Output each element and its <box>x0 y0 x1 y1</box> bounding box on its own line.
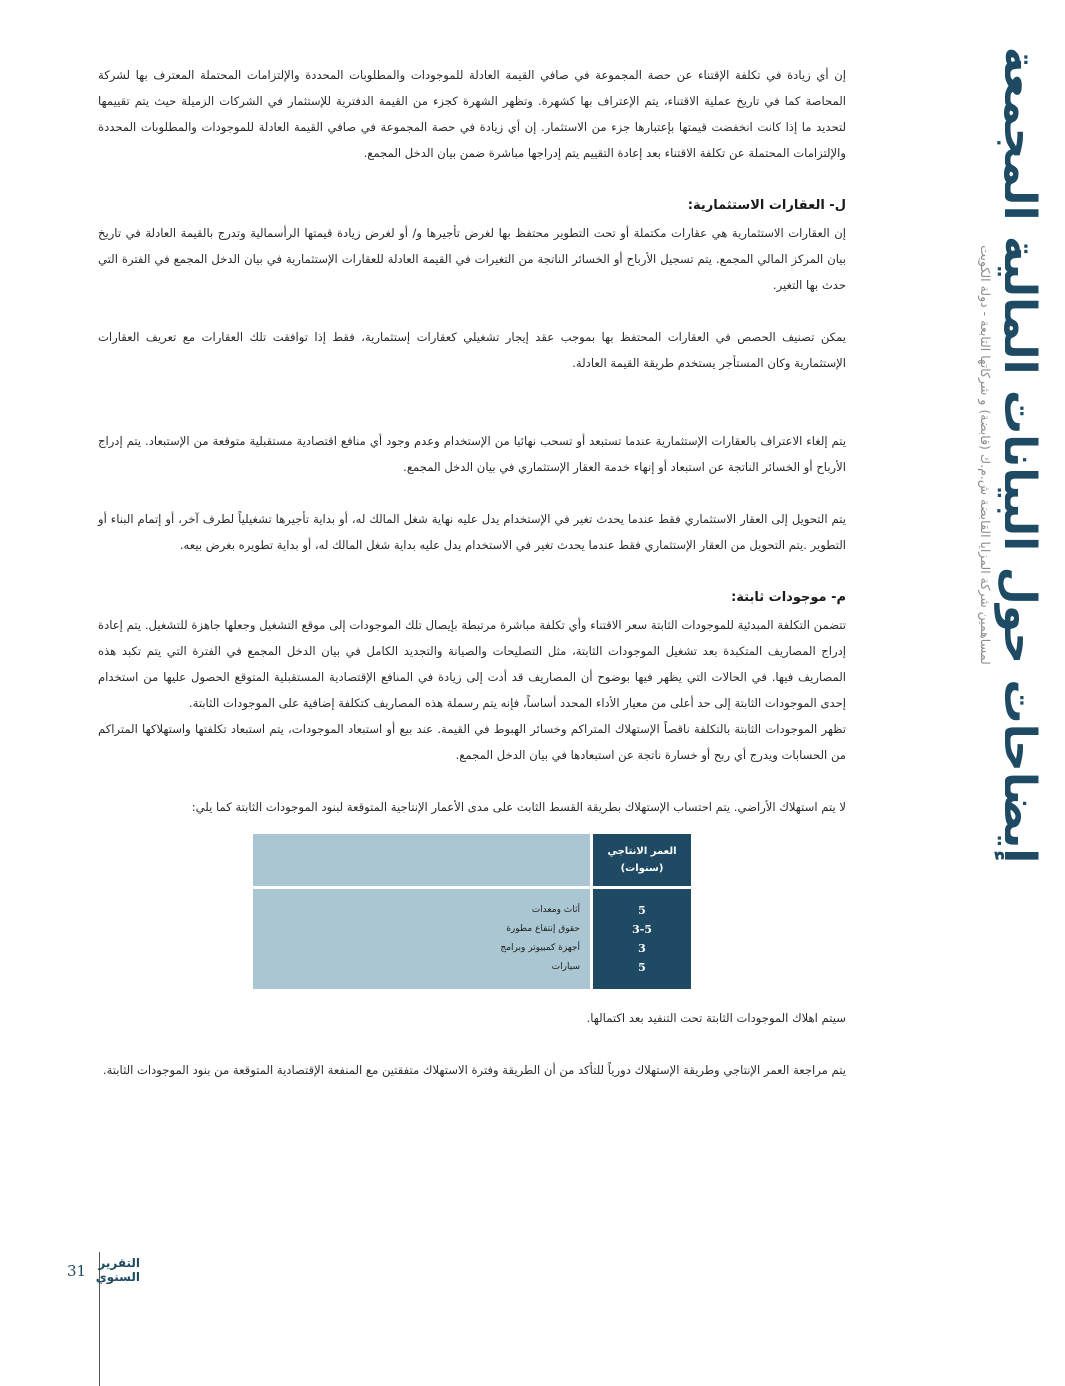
annual-report-logo: التقرير السنوي <box>95 1256 140 1284</box>
side-subtitle: لمساهمين شركة المزايا القابضة ش.م.ك (قابضة) و شركاتها التابعة - دولة الكويت <box>978 245 993 665</box>
table-years-column <box>593 889 691 989</box>
paragraph-fixed-assets-depreciation: تظهر الموجودات الثابتة بالتكلفة ناقصاً الإستهلاك المتراكم وخسائر الهبوط في القيمة. عند بيع أو استبعاد الموجودات، يتم استبعاد تكلفتها واستهلاكها المتراكم من الحسابات ويدرج أي ربح أو خسارة ناتجة عن استبعادها في بيان الدخل المجمع. <box>98 722 846 762</box>
table-cell-years: 3 <box>638 942 646 955</box>
table-cell-item: حقوق إنتفاع مطورة <box>506 924 580 934</box>
useful-life-table-wrapper <box>98 834 846 989</box>
paragraph-operating-lease: يمكن تصنيف الحصص في العقارات المحتفظ بها بموجب عقد إيجار تشغيلي كعقارات إستثمارية، فقط إذا توافقت تلك العقارات مع تعريف العقارات الإستثمارية وكان المستأجر يستخدم طريقة القيمة العادلة. <box>98 330 846 370</box>
table-items-column <box>253 889 593 989</box>
paragraph-fixed-assets-cost: تتضمن التكلفة المبدئية للموجودات الثابتة سعر الاقتناء وأي تكلفة مباشرة مرتبطة بإيصال تلك الموجودات إلى موقع التشغيل وجعلها جاهزة للتشغيل. يتم إعادة إدراج المصاريف المتكبدة بعد تشغيل الموجودات الثابتة، مثل التصليحات والصيانة والتجديد الكامل في بيان الدخل المجمع في الفترة التي يتم تكبد هذه المصاريف فيها. في الحالات التي يظهر فيها بوضوح أن المصاريف قد أدت إلى زيادة في المنافع الإقتصادية المستقبلية المتوقع الحصول عليها من استخدام إحدى الموجودات الثابتة إلى حد أعلى من معيار الأداء المحدد أساساً، فإنه يتم رسملة هذه المصاريف كتكلفة إضافية على الموجودات الثابتة. <box>98 618 846 710</box>
table-cell-item: أجهزة كمبيوتر وبرامج <box>500 943 580 953</box>
side-title-rotated <box>976 47 1044 864</box>
side-title-block <box>955 46 1065 864</box>
paragraph-derecognition: يتم إلغاء الاعتراف بالعقارات الإستثمارية عندما تستبعد أو تسحب نهائيا من الإستخدام وعدم وجود أي منافع اقتصادية مستقبلية متوقعة من الإستبعاد. يتم إدراج الأرباح أو الخسائر الناتجة عن استبعاد أو إنهاء خدمة العقار الإستثماري في بيان الدخل المجمع. <box>98 434 846 474</box>
table-header-useful-life: العمر الانتاجي (سنوات) <box>593 834 691 889</box>
paragraph-land: لا يتم استهلاك الأراضي. يتم احتساب الإستهلاك بطريقة القسط الثابت على مدى الأعمار الإنتاجية المتوقعة لبنود الموجودات الثابتة كما يلي: <box>191 800 846 814</box>
table-cell-item: أثاث ومعدات <box>531 905 580 915</box>
table-cell-years: 5 <box>638 961 646 974</box>
section-heading-investment-property: ل- العقارات الاستثمارية: <box>687 198 846 213</box>
main-content <box>98 62 846 1109</box>
paragraph-work-in-progress: سيتم اهلاك الموجودات الثابتة تحت التنفيد بعد اكتمالها. <box>586 1011 846 1025</box>
table-cell-years: 3-5 <box>632 923 652 936</box>
page-number: 31 <box>67 1262 87 1280</box>
table-cell-item: سيارات <box>551 962 580 972</box>
paragraph-investment-property: إن العقارات الاستثمارية هي عقارات مكتملة أو تحت التطوير محتفظ بها لغرض تأجيرها و/ أو لغرض زيادة قيمتها الرأسمالية وتدرج بالقيمة العادلة في تاريخ بيان المركز المالي المجمع. يتم تسجيل الأرباح أو الخسائر الناتجة من التغيرات في القيمة العادلة للعقارات الإستثمارية في بيان الدخل المجمع في الفترة التي حدث بها التغير. <box>98 226 846 292</box>
paragraph-useful-life-review: يتم مراجعة العمر الإنتاجي وطريقة الإستهلاك دورياً للتأكد من أن الطريقة وفترة الاستهلاك متفقتين مع المنفعة الإقتصادية المتوقعة من بنود الموجودات الثابتة. <box>102 1063 846 1077</box>
paragraph-goodwill: إن أي زيادة في تكلفة الإقتناء عن حصة المجموعة في صافي القيمة العادلة للموجودات والمطلوبات المحددة والإلتزامات المحتملة المعترف بها لشركة المحاصة كما في تاريخ عملية الاقتناء، يتم الإعتراف بها كشهرة. وتظهر الشهرة كجزء من القيمة الدفترية للإستثمار في الشركات الزميلة حيث يتم تقييمها لتحديد ما إذا كانت انخفضت قيمتها بإعتبارها جزء من الاستثمار. إن أي زيادة في حصة المجموعة في صافي القيمة العادلة للموجودات والمطلوبات المحددة والإلتزامات المحتملة عن تكلفة الاقتناء بعد إعادة التقييم يتم إدراجها مباشرة ضمن بيان الدخل المجمع. <box>98 68 846 160</box>
section-heading-fixed-assets: م- موجودات ثابتة: <box>731 590 846 605</box>
table-cell-years: 5 <box>638 904 646 917</box>
table-header-blank <box>253 834 593 889</box>
side-title: إيضاحات حول البيانات المالية المجمعة <box>994 46 1045 864</box>
useful-life-table <box>253 834 691 989</box>
paragraph-transfers: يتم التحويل إلى العقار الاستثماري فقط عندما يحدث تغير في الإستخدام يدل عليه نهاية شغل المالك له، أو بداية تأجيرها تشغيلياً لطرف آخر، أو إتمام البناء أو التطوير .يتم التحويل من العقار الإستثماري فقط عندما يحدث تغير في الاستخدام يدل عليه بداية شغل المالك له، أو بداية تطويره بغرض بيعه. <box>98 512 846 552</box>
